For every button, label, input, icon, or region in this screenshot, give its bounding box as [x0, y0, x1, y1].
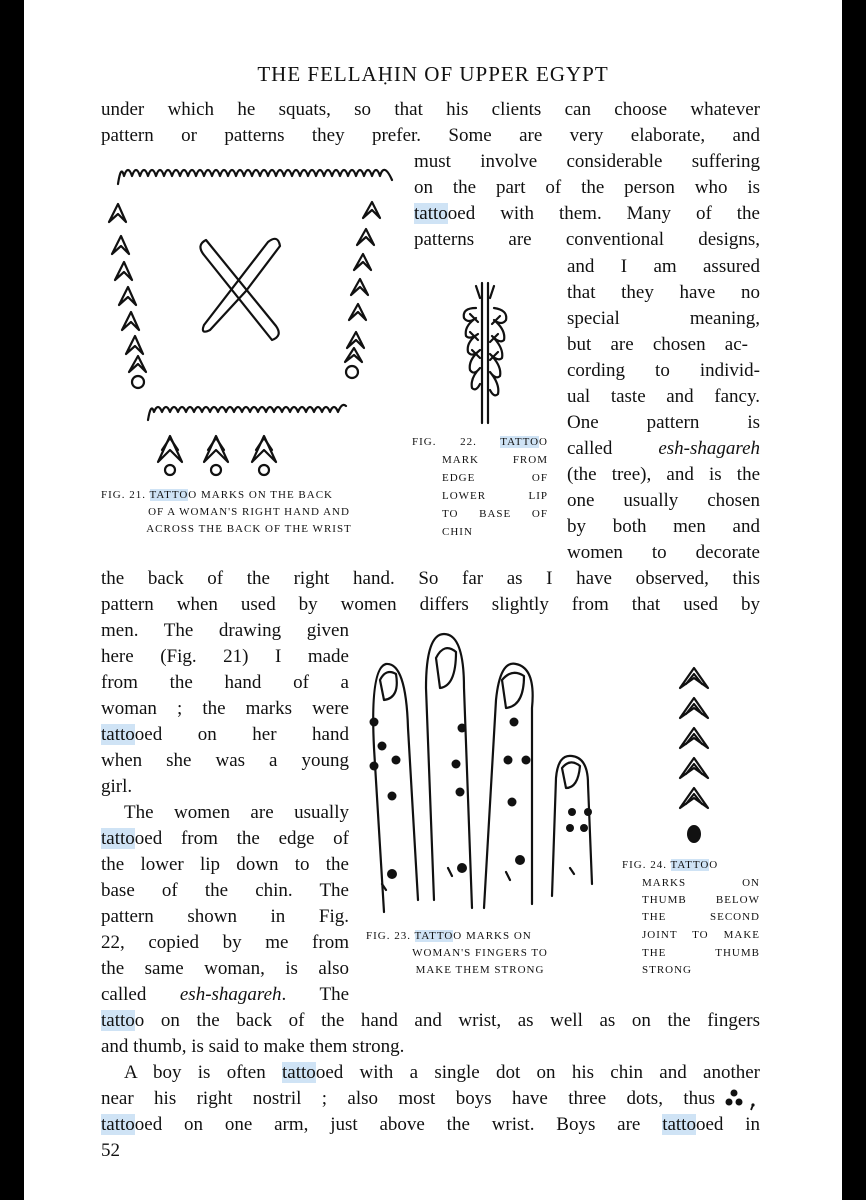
fig24-caption-line: JOINT TO MAKE — [642, 929, 760, 941]
text-line: that they have no — [567, 282, 760, 303]
text-line: patterns are conventional designs, — [414, 229, 760, 250]
text-line: special meaning, — [567, 308, 760, 329]
text-line: tattoo on the back of the hand and wrist, as well as on the fingers — [101, 1010, 760, 1031]
fig23-caption-line: MAKE THEM STRONG — [415, 964, 545, 976]
fig24-thumb-tattoo-drawing — [672, 662, 722, 852]
search-highlight: tatto — [101, 1114, 135, 1135]
fig24-caption-line: STRONG — [642, 964, 693, 976]
text-line: tattooed on one arm, just above the wrist. Boys are tattooed in — [101, 1114, 761, 1135]
running-title: THE FELLAḤIN OF UPPER EGYPT — [257, 62, 609, 86]
text-line: A boy is often tattooed with a single dot on his chin and another — [124, 1062, 760, 1083]
text-line: (the tree), and is the — [567, 464, 760, 485]
fig21-hand-tattoo-drawing — [100, 150, 410, 480]
text-line: here (Fig. 21) I made — [101, 646, 349, 667]
fig22-caption-line: MARK FROM — [442, 454, 548, 466]
text-line: must involve considerable suffering — [414, 151, 760, 172]
text-line: the back of the right hand. So far as I have observed, this — [101, 568, 760, 589]
fig24-caption-line: THUMB BELOW — [642, 894, 760, 906]
fig22-caption-line: CHIN — [442, 526, 473, 538]
text-line: and thumb, is said to make them strong. — [101, 1036, 405, 1057]
text-line: pattern when used by women differs slightly from that used by — [101, 594, 760, 615]
fig23-caption-line: WOMAN'S FINGERS TO — [412, 947, 548, 959]
fig22-caption-line: EDGE OF — [442, 472, 548, 484]
text-line: base of the chin. The — [101, 880, 349, 901]
fig24-caption-line: MARKS ON — [642, 877, 760, 889]
fig22-caption-line: FIG. 22. TATTOO — [412, 436, 548, 448]
fig24-caption-line: FIG. 24. TATTOO — [622, 859, 719, 871]
search-highlight: TATTO — [149, 489, 189, 501]
text-line: tattooed with them. Many of the — [414, 203, 760, 224]
text-line: one usually chosen — [567, 490, 760, 511]
text-line: cording to individ- — [567, 360, 760, 381]
search-highlight: tatto — [101, 828, 135, 849]
three-dots-icon — [720, 1087, 762, 1113]
search-highlight: TATTO — [670, 859, 710, 871]
text-line: men. The drawing given — [101, 620, 349, 641]
text-line: but are chosen ac- — [567, 334, 748, 355]
search-highlight: tatto — [282, 1062, 316, 1083]
text-line: women to decorate — [567, 542, 760, 563]
fig22-caption-line: LOWER LIP — [442, 490, 548, 502]
text-line: pattern shown in Fig. — [101, 906, 349, 927]
fig21-caption-line: ACROSS THE BACK OF THE WRIST — [146, 523, 352, 535]
search-highlight: tatto — [101, 1010, 135, 1031]
page-number: 52 — [101, 1140, 120, 1161]
text-line: and I am assured — [567, 256, 760, 277]
fig23-caption-line: FIG. 23. TATTOO MARKS ON — [366, 930, 532, 942]
fig22-caption-line: TO BASE OF — [442, 508, 548, 520]
fig21-caption-line: OF A WOMAN'S RIGHT HAND AND — [148, 506, 350, 518]
text-line: the lower lip down to the — [101, 854, 349, 875]
text-line: when she was a young — [101, 750, 349, 771]
fig22-tree-tattoo-drawing — [440, 278, 540, 428]
fig21-caption-line: FIG. 21. TATTOO MARKS ON THE BACK — [101, 489, 333, 501]
search-highlight: tatto — [662, 1114, 696, 1135]
fig24-caption-line: THE THUMB — [642, 947, 760, 959]
text-line: ual taste and fancy. — [567, 386, 760, 407]
text-line: from the hand of a — [101, 672, 349, 693]
text-line: under which he squats, so that his clients can choose whatever — [101, 99, 760, 120]
text-line: on the part of the person who is — [414, 177, 760, 198]
fig24-caption-line: THE SECOND — [642, 911, 760, 923]
search-highlight: tatto — [414, 203, 448, 224]
text-line: One pattern is — [567, 412, 760, 433]
text-line: by both men and — [567, 516, 760, 537]
search-highlight: tatto — [101, 724, 135, 745]
search-highlight: TATTO — [500, 436, 540, 448]
text-line: 22, copied by me from — [101, 932, 349, 953]
text-line: tattooed on her hand — [101, 724, 349, 745]
text-line: tattooed from the edge of — [101, 828, 349, 849]
text-line: woman ; the marks were — [101, 698, 349, 719]
text-line: pattern or patterns they prefer. Some are very elaborate, and — [101, 125, 760, 146]
text-line: The women are usually — [124, 802, 349, 823]
text-line: the same woman, is also — [101, 958, 349, 979]
search-highlight: TATTO — [414, 930, 454, 942]
text-line: girl. — [101, 776, 133, 797]
text-line: called esh-shagareh. The — [101, 984, 350, 1005]
text-line: near his right nostril ; also most boys have three dots, thus — [101, 1088, 715, 1109]
fig23-fingers-tattoo-drawing — [356, 628, 612, 920]
text-line: called esh-shagareh — [567, 438, 760, 459]
